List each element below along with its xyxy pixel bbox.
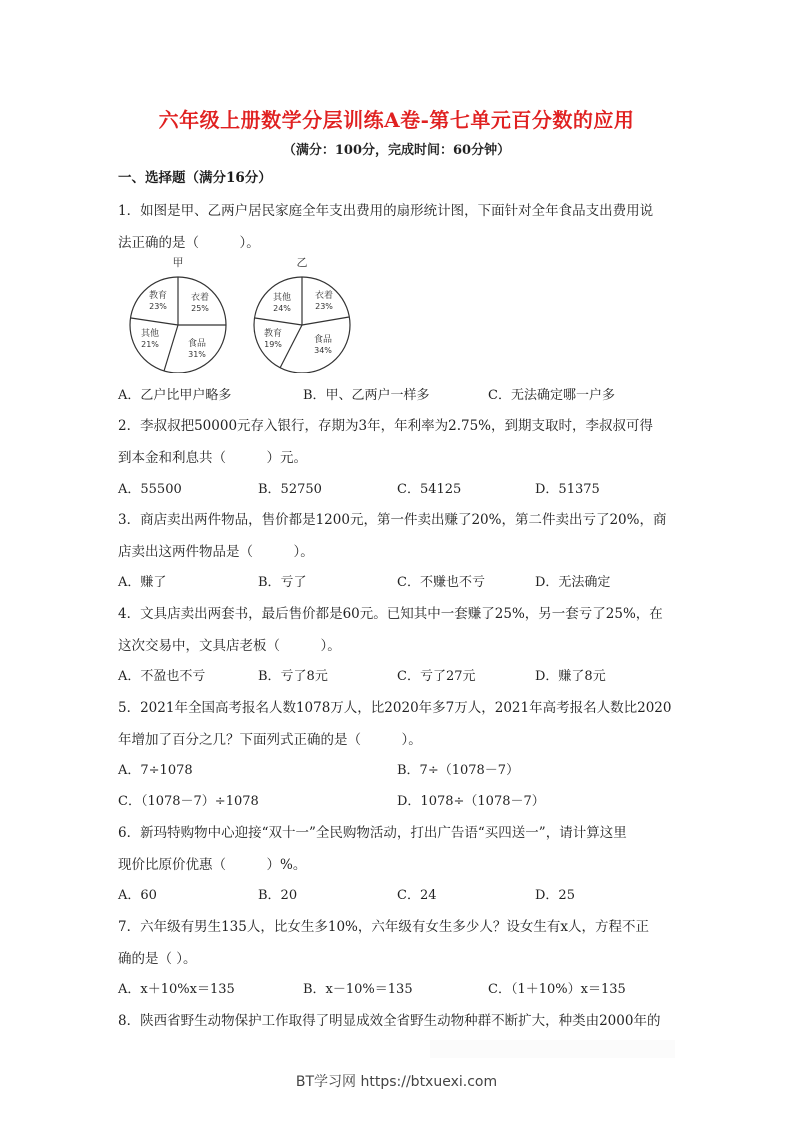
question-4-line-2: 这次交易中，文具店老板（ ）。 [118,638,341,654]
question-1-line-2: 法正确的是（ ）。 [118,235,260,251]
question-5-option-a: A．7÷1078 [118,763,193,778]
question-2-line-2: 到本金和利息共（ ）元。 [118,450,307,466]
chart-title: 乙 [296,256,308,269]
question-6-line-1: 6．新玛特购物中心迎接“双十一”全民购物活动，打出广告语“买四送一”，请计算这里 [118,825,627,841]
question-5-option-d: D．1078÷（1078－7） [397,794,545,809]
svg-text:19%: 19% [264,340,282,349]
svg-text:教育: 教育 [148,291,168,301]
question-5-option-b: B．7÷（1078－7） [397,763,520,778]
question-6-option-c: C．24 [397,888,437,903]
svg-text:食品: 食品 [313,335,333,345]
watermark-fade [430,1040,675,1058]
pie-chart-jia [125,255,235,377]
question-3-option-c: C．不赚也不亏 [397,575,485,590]
section-heading: 一、选择题（满分16分） [118,170,272,186]
question-3-line-1: 3．商店卖出两件物品，售价都是1200元，第一件卖出赚了20%，第二件卖出亏了20%，商 [118,512,667,528]
pie-chart-yi [249,255,359,377]
question-3-option-d: D．无法确定 [535,575,611,590]
question-6-option-d: D．25 [535,888,575,903]
question-4-option-b: B．亏了8元 [258,669,328,684]
question-6-line-2: 现价比原价优惠（ ）%。 [118,857,307,873]
svg-text:24%: 24% [273,304,291,313]
question-6-option-b: B．20 [258,888,298,903]
question-2-line-1: 2．李叔叔把50000元存入银行，存期为3年，年利率为2.75%，到期支取时，李叔叔可得 [118,418,654,434]
question-1-option-a: A．乙户比甲户略多 [118,388,232,403]
svg-text:衣着: 衣着 [314,291,334,301]
question-2-option-a: A．55500 [118,482,182,497]
question-3-option-a: A．赚了 [118,575,167,590]
question-5-option-c: C．（1078－7）÷1078 [118,794,259,809]
question-4-option-c: C．亏了27元 [397,669,476,684]
footer-watermark: BT学习网 https://btxuexi.com [295,1074,498,1090]
svg-text:其他: 其他 [272,293,292,303]
svg-text:34%: 34% [314,346,332,355]
svg-text:食品: 食品 [187,339,207,349]
question-2-option-d: D．51375 [535,482,600,497]
question-1-option-c: C．无法确定哪一户多 [488,388,615,403]
question-6-option-a: A．60 [118,888,157,903]
question-1-line-1: 1．如图是甲、乙两户居民家庭全年支出费用的扇形统计图，下面针对全年食品支出费用说 [118,203,654,219]
question-7-line-2: 确的是（ ）。 [118,951,197,967]
question-4-line-1: 4．文具店卖出两套书，最后售价都是60元。已知其中一套赚了25%，另一套亏了25%，在 [118,606,663,622]
question-4-option-d: D．赚了8元 [535,669,606,684]
document-title: 六年级上册数学分层训练A卷-第七单元百分数的应用 [158,108,635,132]
svg-text:23%: 23% [149,302,167,311]
svg-text:教育: 教育 [263,329,283,339]
question-2-option-c: C．54125 [397,482,462,497]
chart-title: 甲 [172,256,184,269]
document-subtitle: （满分：100分，完成时间：60分钟） [282,143,511,158]
question-7-option-a: A．x＋10%x＝135 [118,982,235,997]
question-8-line-1: 8．陕西省野生动物保护工作取得了明显成效全省野生动物种群不断扩大，种类由2000年的 [118,1013,661,1029]
question-7-line-1: 7．六年级有男生135人，比女生多10%，六年级有女生多少人？设女生有x人，方程不正 [118,919,649,935]
question-5-line-2: 年增加了百分之几？下面列式正确的是（ ）。 [118,732,422,748]
question-7-option-b: B．x－10%＝135 [303,982,413,997]
svg-text:其他: 其他 [140,329,160,339]
question-5-line-1: 5．2021年全国高考报名人数1078万人，比2020年多7万人，2021年高考报名人数比2020 [118,700,672,716]
svg-text:23%: 23% [315,302,333,311]
question-3-option-b: B．亏了 [258,575,307,590]
svg-text:31%: 31% [188,350,206,359]
question-4-option-a: A．不盈也不亏 [118,669,206,684]
svg-text:21%: 21% [141,340,159,349]
svg-text:25%: 25% [191,304,209,313]
question-2-option-b: B．52750 [258,482,322,497]
question-7-option-c: C．（1＋10%）x＝135 [488,982,626,997]
question-3-line-2: 店卖出这两件物品是（ ）。 [118,544,314,560]
question-1-option-b: B．甲、乙两户一样多 [303,388,430,403]
svg-text:衣着: 衣着 [190,293,210,303]
